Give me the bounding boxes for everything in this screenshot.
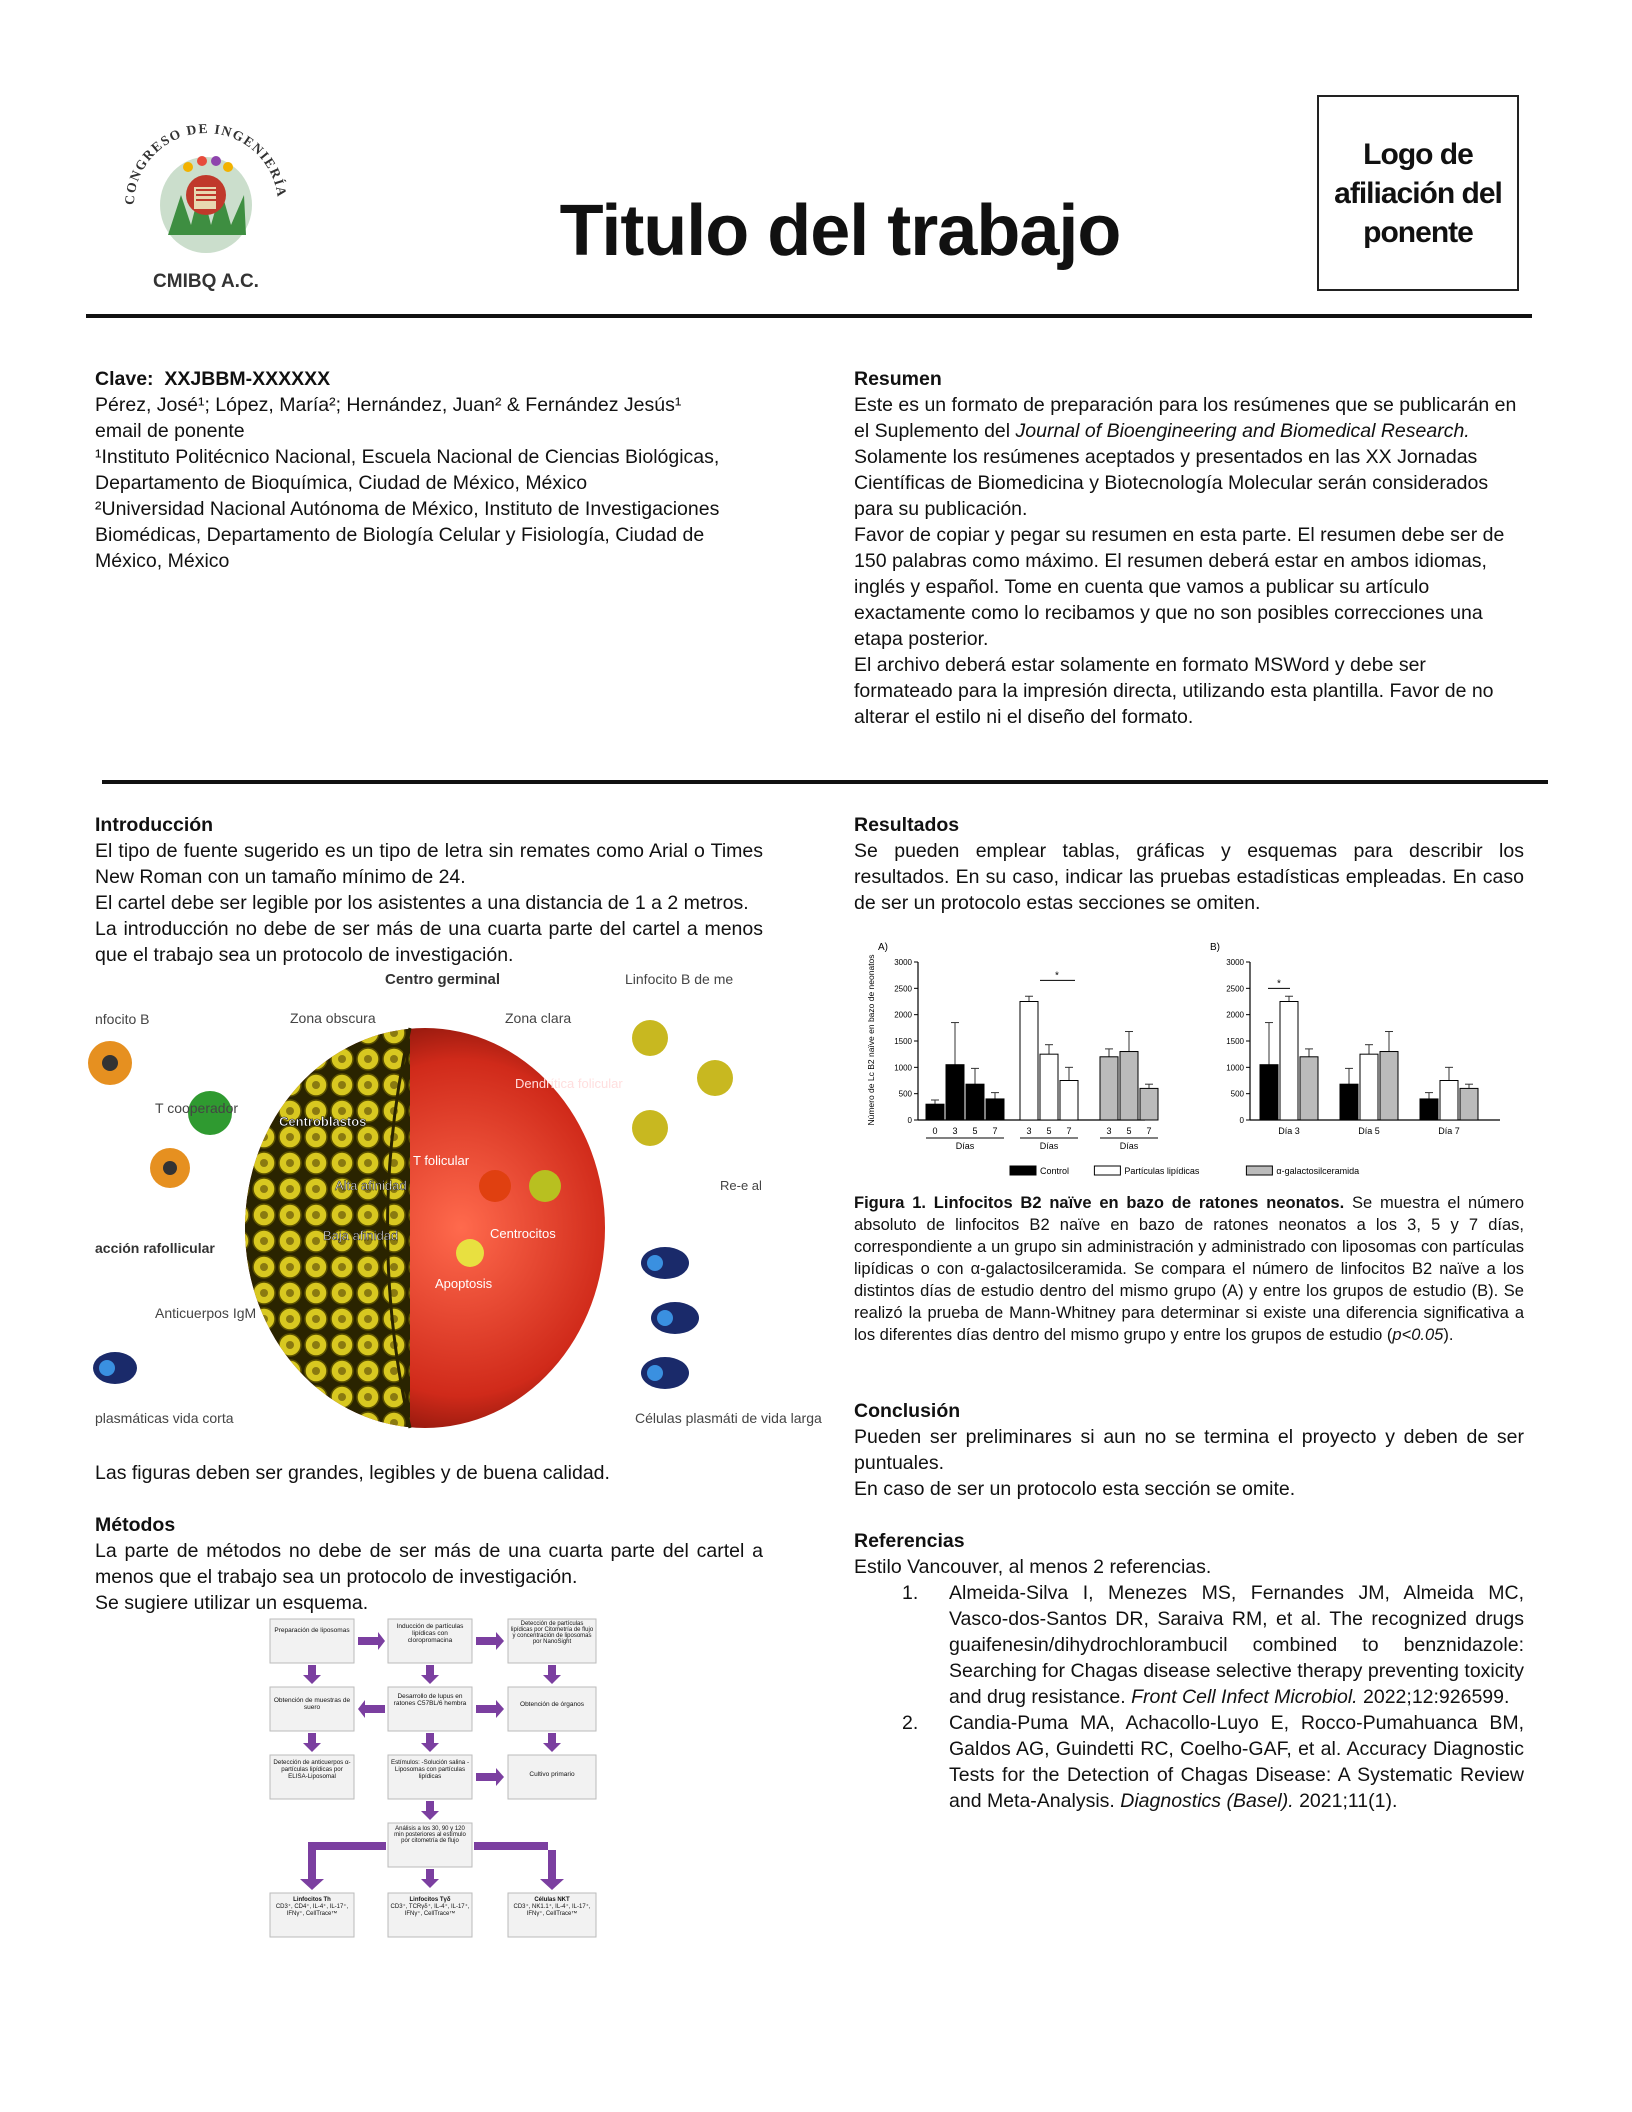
bar (1280, 1002, 1298, 1121)
x-tick-label: 5 (1046, 1126, 1052, 1136)
y-tick-label: 1500 (894, 1037, 912, 1046)
author-email: email de ponente (95, 420, 245, 442)
bar (1300, 1057, 1318, 1120)
x-tick-label: 7 (1066, 1126, 1072, 1136)
resumen-p3: El archivo deberá estar solamente en formato MSWord y debe ser formateado para la impresión directa, utilizando esta plantilla. Favor de no alterar el estilo ni el diseño del formato. (854, 654, 1494, 728)
diagram-alta: Alta afinidad (335, 1178, 407, 1193)
affiliation-logo-text: Logo de afiliación del ponente (1334, 137, 1502, 249)
y-tick-label: 2000 (894, 1010, 912, 1020)
legend-swatch (1246, 1166, 1272, 1175)
x-tick-label: 5 (972, 1126, 978, 1136)
intro-p1: El tipo de fuente sugerido es un tipo de letra sin remates como Arial o Times New Roman con un tamaño mínimo de 24. (95, 840, 763, 888)
y-tick-label: 1000 (1226, 1063, 1244, 1073)
bar (1340, 1084, 1358, 1120)
x-tick-label: Día 5 (1358, 1126, 1380, 1136)
x-tick-label: 0 (932, 1126, 938, 1136)
bar (966, 1084, 984, 1120)
bar (1260, 1065, 1278, 1120)
significance-mark: * (1277, 978, 1281, 990)
resumen-heading: Resumen (854, 368, 942, 390)
germinal-center-figure (95, 968, 822, 1446)
section-divider (102, 780, 1548, 784)
x-tick-label: 3 (952, 1126, 958, 1136)
diagram-t-folicular: T folicular (413, 1153, 470, 1168)
resultados-heading: Resultados (854, 814, 960, 836)
reference-item: 2. Candia-Puma MA, Achacollo-Luyo E, Rocco-Pumahuanca BM, Galdos AG, Guindetti RC, Coelho-GAF, et al. Accuracy Diagnostic Tests for the Detection of Chagas Disease: A Systematic Review and Meta-Analysis. Diagnostics (Basel). 2021;11(1). (902, 1712, 1524, 1812)
y-tick-label: 2000 (1226, 1010, 1244, 1020)
x-tick-label: Día 3 (1278, 1126, 1300, 1136)
y-tick-label: 1500 (1226, 1037, 1244, 1046)
x-tick-label: 7 (992, 1126, 998, 1136)
metodos-heading: Métodos (95, 1514, 176, 1536)
authors-block (95, 366, 765, 574)
resumen-section (854, 366, 1524, 730)
affiliation-1: ¹Instituto Politécnico Nacional, Escuela Nacional de Ciencias Biológicas, Departamento de Bioquímica, Ciudad de México, México (95, 446, 720, 494)
referencias-heading: Referencias (854, 1530, 965, 1552)
legend-swatch (1010, 1166, 1036, 1175)
diagram-zona-clara: Zona clara (505, 1010, 572, 1026)
resultados-p1: Se pueden emplear tablas, gráficas y esquemas para describir los resultados. En su caso, indicar las pruebas estadísticas empleadas. En caso de ser un protocolo estas secciones se omiten. (854, 840, 1524, 914)
diagram-centro-label: Centro germinal (385, 971, 501, 988)
bar (1440, 1081, 1458, 1121)
clave-line: Clave: XXJBBM-XXXXXX (95, 368, 331, 390)
x-tick-label: 5 (1126, 1126, 1132, 1136)
intro-p2: El cartel debe ser legible por los asistentes a una distancia de 1 a 2 metros. (95, 892, 749, 914)
y-tick-label: 0 (1239, 1116, 1244, 1125)
diagram-lb-left: nfocito B (95, 1011, 150, 1027)
bar (1420, 1099, 1438, 1120)
legend-swatch (1094, 1166, 1120, 1175)
reference-item: 1. Almeida-Silva I, Menezes MS, Fernandes JM, Almeida MC, Vasco-dos-Santos DR, Saraiva RM, et al. The recognized drugs guaifenesin/dihydrochlorambucil combined to benznidazole: Searching for Chagas disease selective therapy preventing toxicity and drug resistance. Front Cell Infect Microbiol. 2022;12:926599. (902, 1582, 1524, 1708)
bar (1100, 1057, 1118, 1120)
x-axis-label: Días (1039, 1141, 1059, 1151)
diagram-dendritica: Dendrítica folicular (515, 1076, 623, 1091)
caption-title: Figura 1. Linfocitos B2 naïve en bazo de ratones neonatos. (854, 1194, 1345, 1212)
x-axis-label: Días (1119, 1141, 1139, 1151)
legend-label: α-galactosilceramida (1276, 1166, 1360, 1176)
metodos-p1: La parte de métodos no debe de ser más de una cuarta parte del cartel a menos que el trabajo sea un protocolo de investigación. (95, 1540, 763, 1588)
x-tick-label: Día 7 (1438, 1126, 1460, 1136)
metodos-section (95, 1512, 763, 1616)
diagram-centrocitos: Centrocitos (490, 1226, 556, 1241)
figure-1-caption: Figura 1. Linfocitos B2 naïve en bazo de ratones neonatos. Se muestra el número absoluto de linfocitos B2 naïve en bazo de ratones neonatos a los 3, 5 y 7 días, correspondiente a un grupo sin administración y administrado con liposomas con partículas lipídicas o con α-galactosilceramida. Se compara el número de linfocitos B2 naïve a los distintos días de estudio dentro del mismo grupo (A) y entre los grupos de estudio (B). Se realizó la prueba de Mann-Whitney para determinar si existe una diferencia significativa a los diferentes días dentro del mismo grupo y entre los grupos de estudio (p<0.05). (854, 1194, 1524, 1344)
affiliation-logo-placeholder (1317, 95, 1519, 291)
diagram-anticuerpos: Anticuerpos IgM (155, 1305, 257, 1321)
conclusion-p1: Pueden ser preliminares si aun no se termina el proyecto y deben de ser puntuales. (854, 1426, 1524, 1474)
clave-value: XXJBBM-XXXXXX (164, 368, 331, 390)
diagram-reentrada: Re-e al (720, 1178, 762, 1193)
y-tick-label: 2500 (894, 984, 912, 994)
conclusion-p2: En caso de ser un protocolo esta sección se omite. (854, 1478, 1296, 1500)
reference-list (854, 1580, 1524, 1814)
diagram-lb-right: Linfocito B de me (625, 971, 734, 987)
results-chart (860, 940, 1520, 1180)
logo-arc-text: CONGRESO DE INGENIERÍA (121, 120, 290, 206)
legend-label: Partículas lipídicas (1124, 1166, 1200, 1176)
affiliation-2: ²Universidad Nacional Autónoma de México, Instituto de Investigaciones Biomédicas, Departamento de Biología Celular y Fisiología, Ciudad de México, México (95, 498, 720, 572)
diagram-centroblastos: Centroblastos (279, 1114, 367, 1129)
diagram-plasmaticas-left: plasmáticas vida corta (95, 1410, 234, 1426)
logo-bottom-text: CMIBQ A.C. (153, 271, 259, 292)
x-tick-label: 3 (1026, 1126, 1032, 1136)
header-divider (86, 314, 1532, 318)
bar (1140, 1088, 1158, 1120)
bar (926, 1104, 944, 1120)
diagram-baja: Baja afinidad (323, 1228, 399, 1243)
legend-label: Control (1040, 1166, 1070, 1176)
resultados-section (854, 812, 1524, 916)
intro-p3: La introducción no debe de ser más de una cuarta parte del cartel a menos que el trabajo sea un protocolo de investigación. (95, 918, 763, 966)
bar (1360, 1054, 1378, 1120)
resumen-p2: Favor de copiar y pegar su resumen en esta parte. El resumen debe ser de 150 palabras como máximo. El resumen deberá estar en ambos idiomas, inglés y español. Tome en cuenta que vamos a publicar su artículo exactamente como lo recibamos y que no son posibles correcciones una etapa posterior. (854, 524, 1505, 650)
intro-section (95, 812, 763, 968)
y-tick-label: 0 (907, 1116, 912, 1125)
panel-label: B) (1210, 942, 1220, 953)
x-tick-label: 7 (1146, 1126, 1152, 1136)
x-axis-label: Días (955, 1141, 975, 1151)
x-tick-label: 3 (1106, 1126, 1112, 1136)
conclusion-heading: Conclusión (854, 1400, 961, 1422)
conclusion-section (854, 1398, 1524, 1502)
methods-flowchart: Preparación de liposomas Inducción de partículas lipídicas con cloropromacina Detección de partículas lipídicas por Citometría de flujo y concentración de liposomas por NanoSight Obtención de muestras de suero Desarrollo de lupus en ratones C57BL/6 hembra Obtención de órganos Detección de anticuerpos α-partículas lipídicas por ELISA-Liposomal Estímulos: -Solución salina -Liposomas con partículas lipídicas Cultivo primario Análisis a los 30, 90 y 120 min posteriores al estímulo por citometría de flujo Linfocitos Th CD3⁺, CD4⁺, IL-4⁺, IL-17⁺, IFNγ⁺, CellTrace™ Linfocitos Tγδ CD3⁺, TCRγδ⁺, IL-4⁺, IL-17⁺, IFNγ⁺, CellTrace™ Células NKT CD3⁺, NK1.1⁺, IL-4⁺, IL-17⁺, IFNγ⁺, CellTrace™ (268, 1617, 598, 1939)
bar (1040, 1054, 1058, 1120)
y-tick-label: 3000 (894, 958, 912, 967)
diagram-zona-obscura: Zona obscura (290, 1010, 376, 1026)
intro-heading: Introducción (95, 814, 214, 836)
diagram-t-cooperador: T cooperador (155, 1100, 239, 1116)
cmibq-logo (106, 95, 306, 295)
diagram-apoptosis: Apoptosis (435, 1276, 493, 1291)
bar (986, 1099, 1004, 1120)
y-tick-label: 1000 (894, 1063, 912, 1073)
bar (1460, 1088, 1478, 1120)
author-names: Pérez, José¹; López, María²; Hernández, Juan² & Fernández Jesús¹ (95, 394, 682, 416)
y-axis-label: Número de Lc B2 naïve en bazo de neonatos (866, 954, 876, 1126)
significance-mark: * (1055, 970, 1059, 982)
bar (1020, 1002, 1038, 1121)
y-tick-label: 500 (1230, 1089, 1244, 1099)
referencias-section (854, 1528, 1524, 1814)
metodos-p2: Se sugiere utilizar un esquema. (95, 1592, 369, 1614)
bar (946, 1065, 964, 1120)
diagram-plasmaticas-right: Células plasmáti de vida larga (635, 1410, 822, 1426)
panel-label: A) (878, 942, 888, 953)
bar (1060, 1081, 1078, 1121)
diagram-accion: acción rafollicular (95, 1240, 215, 1256)
referencias-intro: Estilo Vancouver, al menos 2 referencias. (854, 1556, 1212, 1578)
y-tick-label: 500 (898, 1089, 912, 1099)
resumen-p1: Este es un formato de preparación para los resúmenes que se publicarán en el Suplemento del Journal of Bioengineering and Biomedical Research. Solamente los resúmenes aceptados y presentados en las XX Jornadas Científicas de Biomedicina y Biotecnología Molecular serán considerados para su publicación. (854, 394, 1517, 520)
y-tick-label: 2500 (1226, 984, 1244, 994)
bar (1380, 1052, 1398, 1120)
bar (1120, 1052, 1138, 1120)
y-tick-label: 3000 (1226, 958, 1244, 967)
figure-note: Las figuras deben ser grandes, legibles y de buena calidad. (95, 1462, 610, 1484)
poster-title: Titulo del trabajo (559, 191, 1121, 271)
